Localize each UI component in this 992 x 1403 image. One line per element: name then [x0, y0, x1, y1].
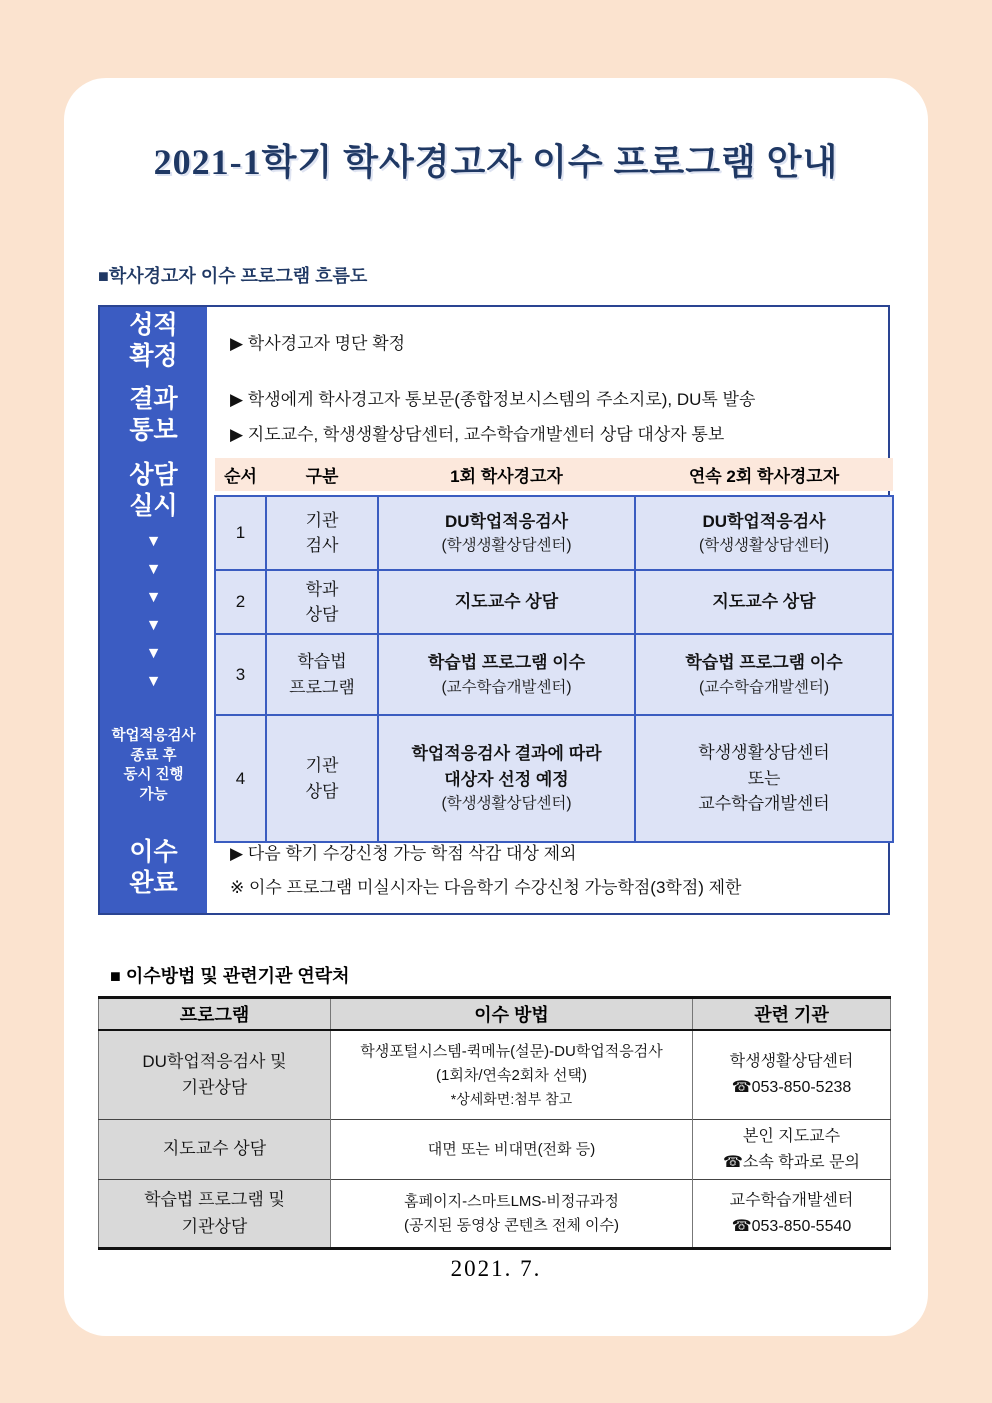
bullet-line: ▶ 지도교수, 학생생활상담센터, 교수학습개발센터 상담 대상자 통보: [230, 425, 725, 444]
col-header-category: 구분: [266, 458, 378, 491]
inner-table-cell: 학습법 프로그램 이수 (교수학습개발센터): [635, 634, 893, 715]
contact-cell-method: 홈페이지-스마트LMS-비정규과정 (공지된 동영상 콘텐츠 전체 이수): [331, 1180, 693, 1249]
stage-label-counseling: 상담 실시 ▼ ▼ ▼ ▼ ▼ ▼ 학업적응검사 종료 후 동시 진행 가능: [100, 455, 207, 823]
inner-table-cell: 4: [215, 715, 266, 842]
phone-number: ☎053-850-5540: [731, 1217, 852, 1235]
inner-table-cell: DU학업적응검사 (학생생활상담센터): [378, 496, 635, 570]
inner-table-header: [215, 458, 893, 491]
contact-cell-program: 학습법 프로그램 및 기관상담: [99, 1180, 331, 1249]
inner-table-cell: 학업적응검사 결과에 따라 대상자 선정 예정 (학생생활상담센터): [378, 715, 635, 842]
col-header-organization: 관련 기관: [693, 998, 891, 1031]
inner-table-cell: 학습법 프로그램 이수 (교수학습개발센터): [378, 634, 635, 715]
inner-table-cell: 지도교수 상담: [378, 570, 635, 634]
triangle-down-icon: ▼: [145, 617, 162, 634]
flow-content: [207, 307, 888, 913]
doc-date: 2021. 7.: [450, 1256, 542, 1281]
triangle-down-icon: ▼: [145, 673, 162, 690]
document-card: [64, 78, 928, 1336]
inner-table-cell: 학습법 프로그램: [266, 634, 378, 715]
flow-row-result-notice: [207, 375, 888, 455]
contact-cell-method: 대면 또는 비대면(전화 등): [331, 1120, 693, 1180]
triangle-down-icon: ▼: [145, 645, 162, 662]
contact-cell-organization: 본인 지도교수 ☎소속 학과로 문의: [693, 1120, 891, 1180]
flow-sidebar: [100, 307, 207, 913]
table-row: [215, 496, 893, 570]
contact-section-title: ■ 이수방법 및 관련기관 연락처: [110, 966, 350, 986]
bullet-line: ▶ 학사경고자 명단 확정: [230, 333, 406, 353]
contact-cell-organization: 교수학습개발센터 ☎053-850-5540: [693, 1180, 891, 1249]
bullet-line: ※ 이수 프로그램 미실시자는 다음학기 수강신청 가능학점(3학점) 제한: [230, 877, 742, 897]
bullet-line: ▶ 학생에게 학사경고자 통보문(종합정보시스템의 주소지로), DU톡 발송: [230, 390, 756, 409]
flow-row-completion: [207, 823, 888, 913]
inner-table: [214, 458, 894, 843]
inner-table-cell: 학과 상담: [266, 570, 378, 634]
bullet-line: ▶ 다음 학기 수강신청 가능 학점 삭감 대상 제외: [230, 843, 577, 863]
inner-table-cell: 1: [215, 496, 266, 570]
triangle-down-icon: ▼: [145, 533, 162, 550]
stage-label-result-notice: 결과 통보: [129, 385, 178, 444]
col-header-program: 프로그램: [99, 998, 331, 1031]
page-title: 2021-1학기 학사경고자 이수 프로그램 안내: [153, 142, 839, 182]
col-header-second-warning: 연속 2회 학사경고자: [635, 458, 893, 491]
table-row: [215, 570, 893, 634]
triangle-down-icon: ▼: [145, 589, 162, 606]
flow-section-title: ■학사경고자 이수 프로그램 흐름도: [98, 266, 368, 286]
inner-table-cell: 기관 상담: [266, 715, 378, 842]
inner-table-cell: 지도교수 상담: [635, 570, 893, 634]
flow-arrows: [146, 531, 162, 692]
inner-table-cell: 2: [215, 570, 266, 634]
phone-number: ☎소속 학과로 문의: [722, 1153, 860, 1171]
table-row: [99, 1030, 891, 1120]
contact-table: [98, 996, 891, 1250]
contact-cell-program: DU학업적응검사 및 기관상담: [99, 1030, 331, 1120]
stage-label-completion: 이수 완료: [129, 838, 178, 897]
contact-cell-method: 학생포털시스템-퀵메뉴(설문)-DU학업적응검사 (1회차/연속2회차 선택) *상세화면:첨부 참고: [331, 1030, 693, 1120]
flow-row-grade-confirm: [207, 307, 888, 375]
flow-table: [98, 305, 890, 915]
stage-note: 학업적응검사 종료 후 동시 진행 가능: [111, 728, 196, 803]
table-row: [99, 1180, 891, 1249]
contact-cell-organization: 학생생활상담센터 ☎053-850-5238: [693, 1030, 891, 1120]
col-header-first-warning: 1회 학사경고자: [378, 458, 635, 491]
col-header-method: 이수 방법: [331, 998, 693, 1031]
inner-table-cell: 기관 검사: [266, 496, 378, 570]
contact-table-header: [99, 998, 891, 1031]
inner-table-cell: DU학업적응검사 (학생생활상담센터): [635, 496, 893, 570]
inner-table-cell: 3: [215, 634, 266, 715]
inner-table-cell: 학생생활상담센터 또는 교수학습개발센터: [635, 715, 893, 842]
triangle-down-icon: ▼: [145, 561, 162, 578]
phone-number: ☎053-850-5238: [731, 1079, 852, 1096]
flow-row-counseling: [207, 455, 888, 823]
table-row: [99, 1120, 891, 1180]
stage-label-grade-confirm: 성적 확정: [129, 311, 178, 370]
col-header-order: 순서: [215, 458, 266, 491]
contact-cell-program: 지도교수 상담: [99, 1120, 331, 1180]
table-row: [215, 634, 893, 715]
